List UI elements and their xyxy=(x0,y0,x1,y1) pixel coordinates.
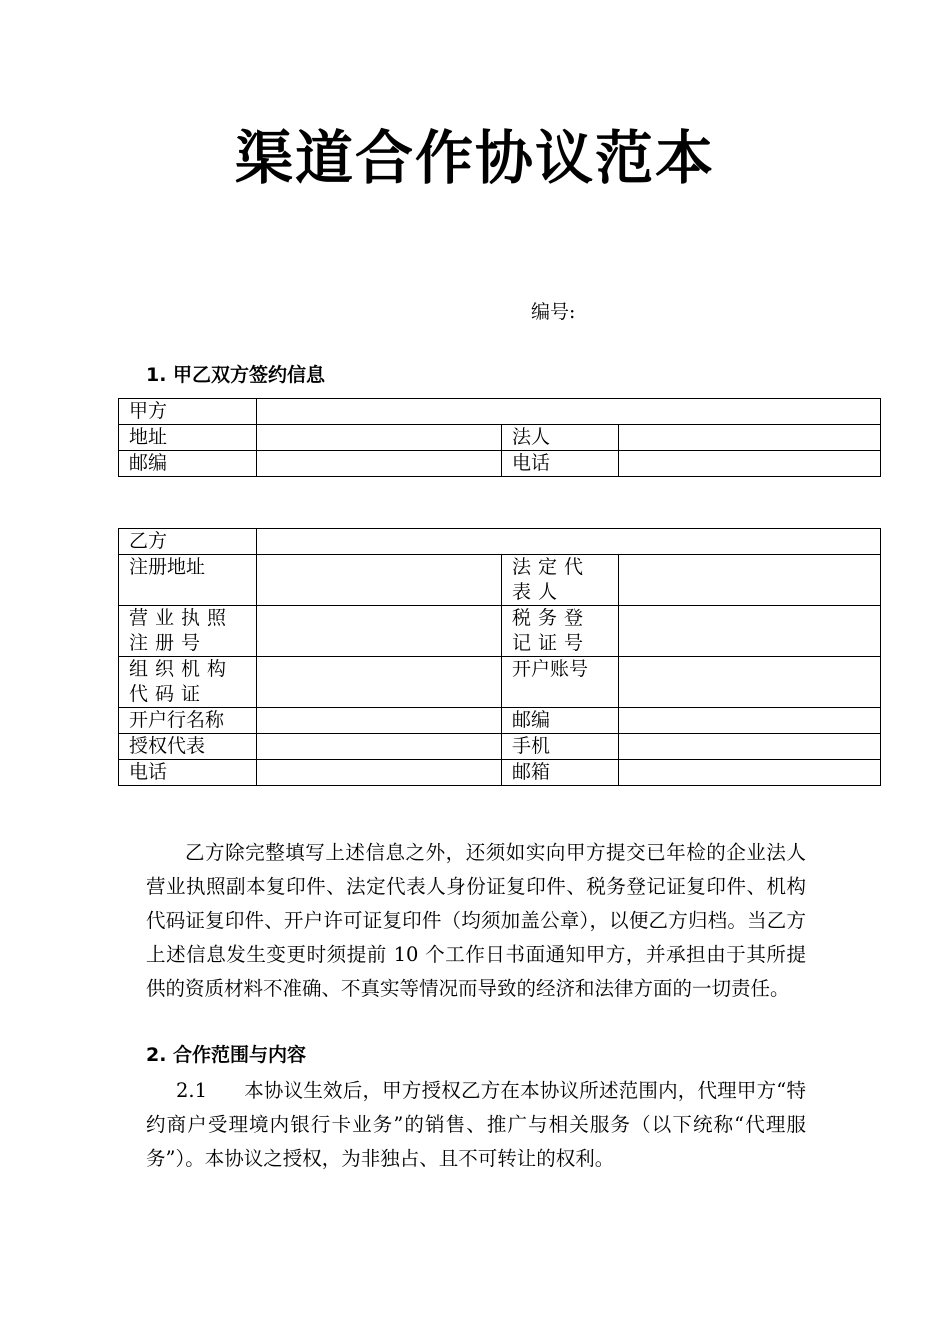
party-b-tax-label: 税务登记证号 xyxy=(502,606,619,657)
section-2-heading: 2. 合作范围与内容 xyxy=(146,1044,307,1066)
party-b-auth-rep-label: 授权代表 xyxy=(119,734,257,760)
party-b-account-field[interactable] xyxy=(619,657,881,708)
contract-number-label: 编号: xyxy=(531,301,576,323)
table-row xyxy=(119,555,881,606)
party-a-legal-person-label: 法人 xyxy=(502,425,619,451)
party-b-reg-address-label: 注册地址 xyxy=(119,555,257,606)
table-row xyxy=(119,606,881,657)
table-row xyxy=(119,734,881,760)
party-b-license-label: 营业执照注册号 xyxy=(119,606,257,657)
party-b-reg-address-field[interactable] xyxy=(257,555,502,606)
table-row xyxy=(119,399,881,425)
table-row xyxy=(119,425,881,451)
party-a-postcode-field[interactable] xyxy=(257,451,502,477)
party-b-table xyxy=(118,528,881,786)
party-a-address-field[interactable] xyxy=(257,425,502,451)
party-a-address-label: 地址 xyxy=(119,425,257,451)
party-a-table xyxy=(118,398,881,477)
party-b-auth-rep-field[interactable] xyxy=(257,734,502,760)
party-b-bank-label: 开户行名称 xyxy=(119,708,257,734)
party-a-name-field[interactable] xyxy=(257,399,881,425)
table-row xyxy=(119,529,881,555)
party-b-postcode-label: 邮编 xyxy=(502,708,619,734)
section-1-paragraph: 乙方除完整填写上述信息之外，还须如实向甲方提交已年检的企业法人营业执照副本复印件、法定代表人身份证复印件、税务登记证复印件、机构代码证复印件、开户许可证复印件（均须加盖公章），以便乙方归档。当乙方上述信息发生变更时须提前 10 个工作日书面通知甲方，并承担由于其所提供的资质材料不准确、不真实等情况而导致的经济和法律方面的一切责任。 xyxy=(146,841,806,1000)
party-b-phone-label: 电话 xyxy=(119,760,257,786)
clause-2-1 xyxy=(146,1074,806,1176)
clause-text: 本协议生效后，甲方授权乙方在本协议所述范围内，代理甲方“特约商户受理境内银行卡业务”的销售、推广与相关服务（以下统称“代理服务”）。本协议之授权，为非独占、且不可转让的权利。 xyxy=(146,1079,806,1170)
table-row xyxy=(119,760,881,786)
party-a-phone-field[interactable] xyxy=(619,451,881,477)
party-a-legal-person-field[interactable] xyxy=(619,425,881,451)
party-b-email-field[interactable] xyxy=(619,760,881,786)
document-title: 渠道合作协议范本 xyxy=(234,124,715,192)
section-1-heading: 1. 甲乙双方签约信息 xyxy=(146,364,326,386)
party-b-org-code-label: 组织机构代码证 xyxy=(119,657,257,708)
party-b-license-field[interactable] xyxy=(257,606,502,657)
party-b-account-label: 开户账号 xyxy=(502,657,619,708)
clause-number: 2.1 xyxy=(176,1079,208,1102)
party-b-legal-rep-label: 法定代表人 xyxy=(502,555,619,606)
party-b-org-code-field[interactable] xyxy=(257,657,502,708)
party-b-mobile-field[interactable] xyxy=(619,734,881,760)
party-b-legal-rep-field[interactable] xyxy=(619,555,881,606)
party-a-phone-label: 电话 xyxy=(502,451,619,477)
table-row xyxy=(119,708,881,734)
party-b-phone-field[interactable] xyxy=(257,760,502,786)
party-a-postcode-label: 邮编 xyxy=(119,451,257,477)
party-b-bank-field[interactable] xyxy=(257,708,502,734)
party-b-tax-field[interactable] xyxy=(619,606,881,657)
party-b-email-label: 邮箱 xyxy=(502,760,619,786)
party-b-label: 乙方 xyxy=(119,529,257,555)
table-row xyxy=(119,451,881,477)
party-b-postcode-field[interactable] xyxy=(619,708,881,734)
party-a-label: 甲方 xyxy=(119,399,257,425)
party-b-mobile-label: 手机 xyxy=(502,734,619,760)
party-b-name-field[interactable] xyxy=(257,529,881,555)
table-row xyxy=(119,657,881,708)
